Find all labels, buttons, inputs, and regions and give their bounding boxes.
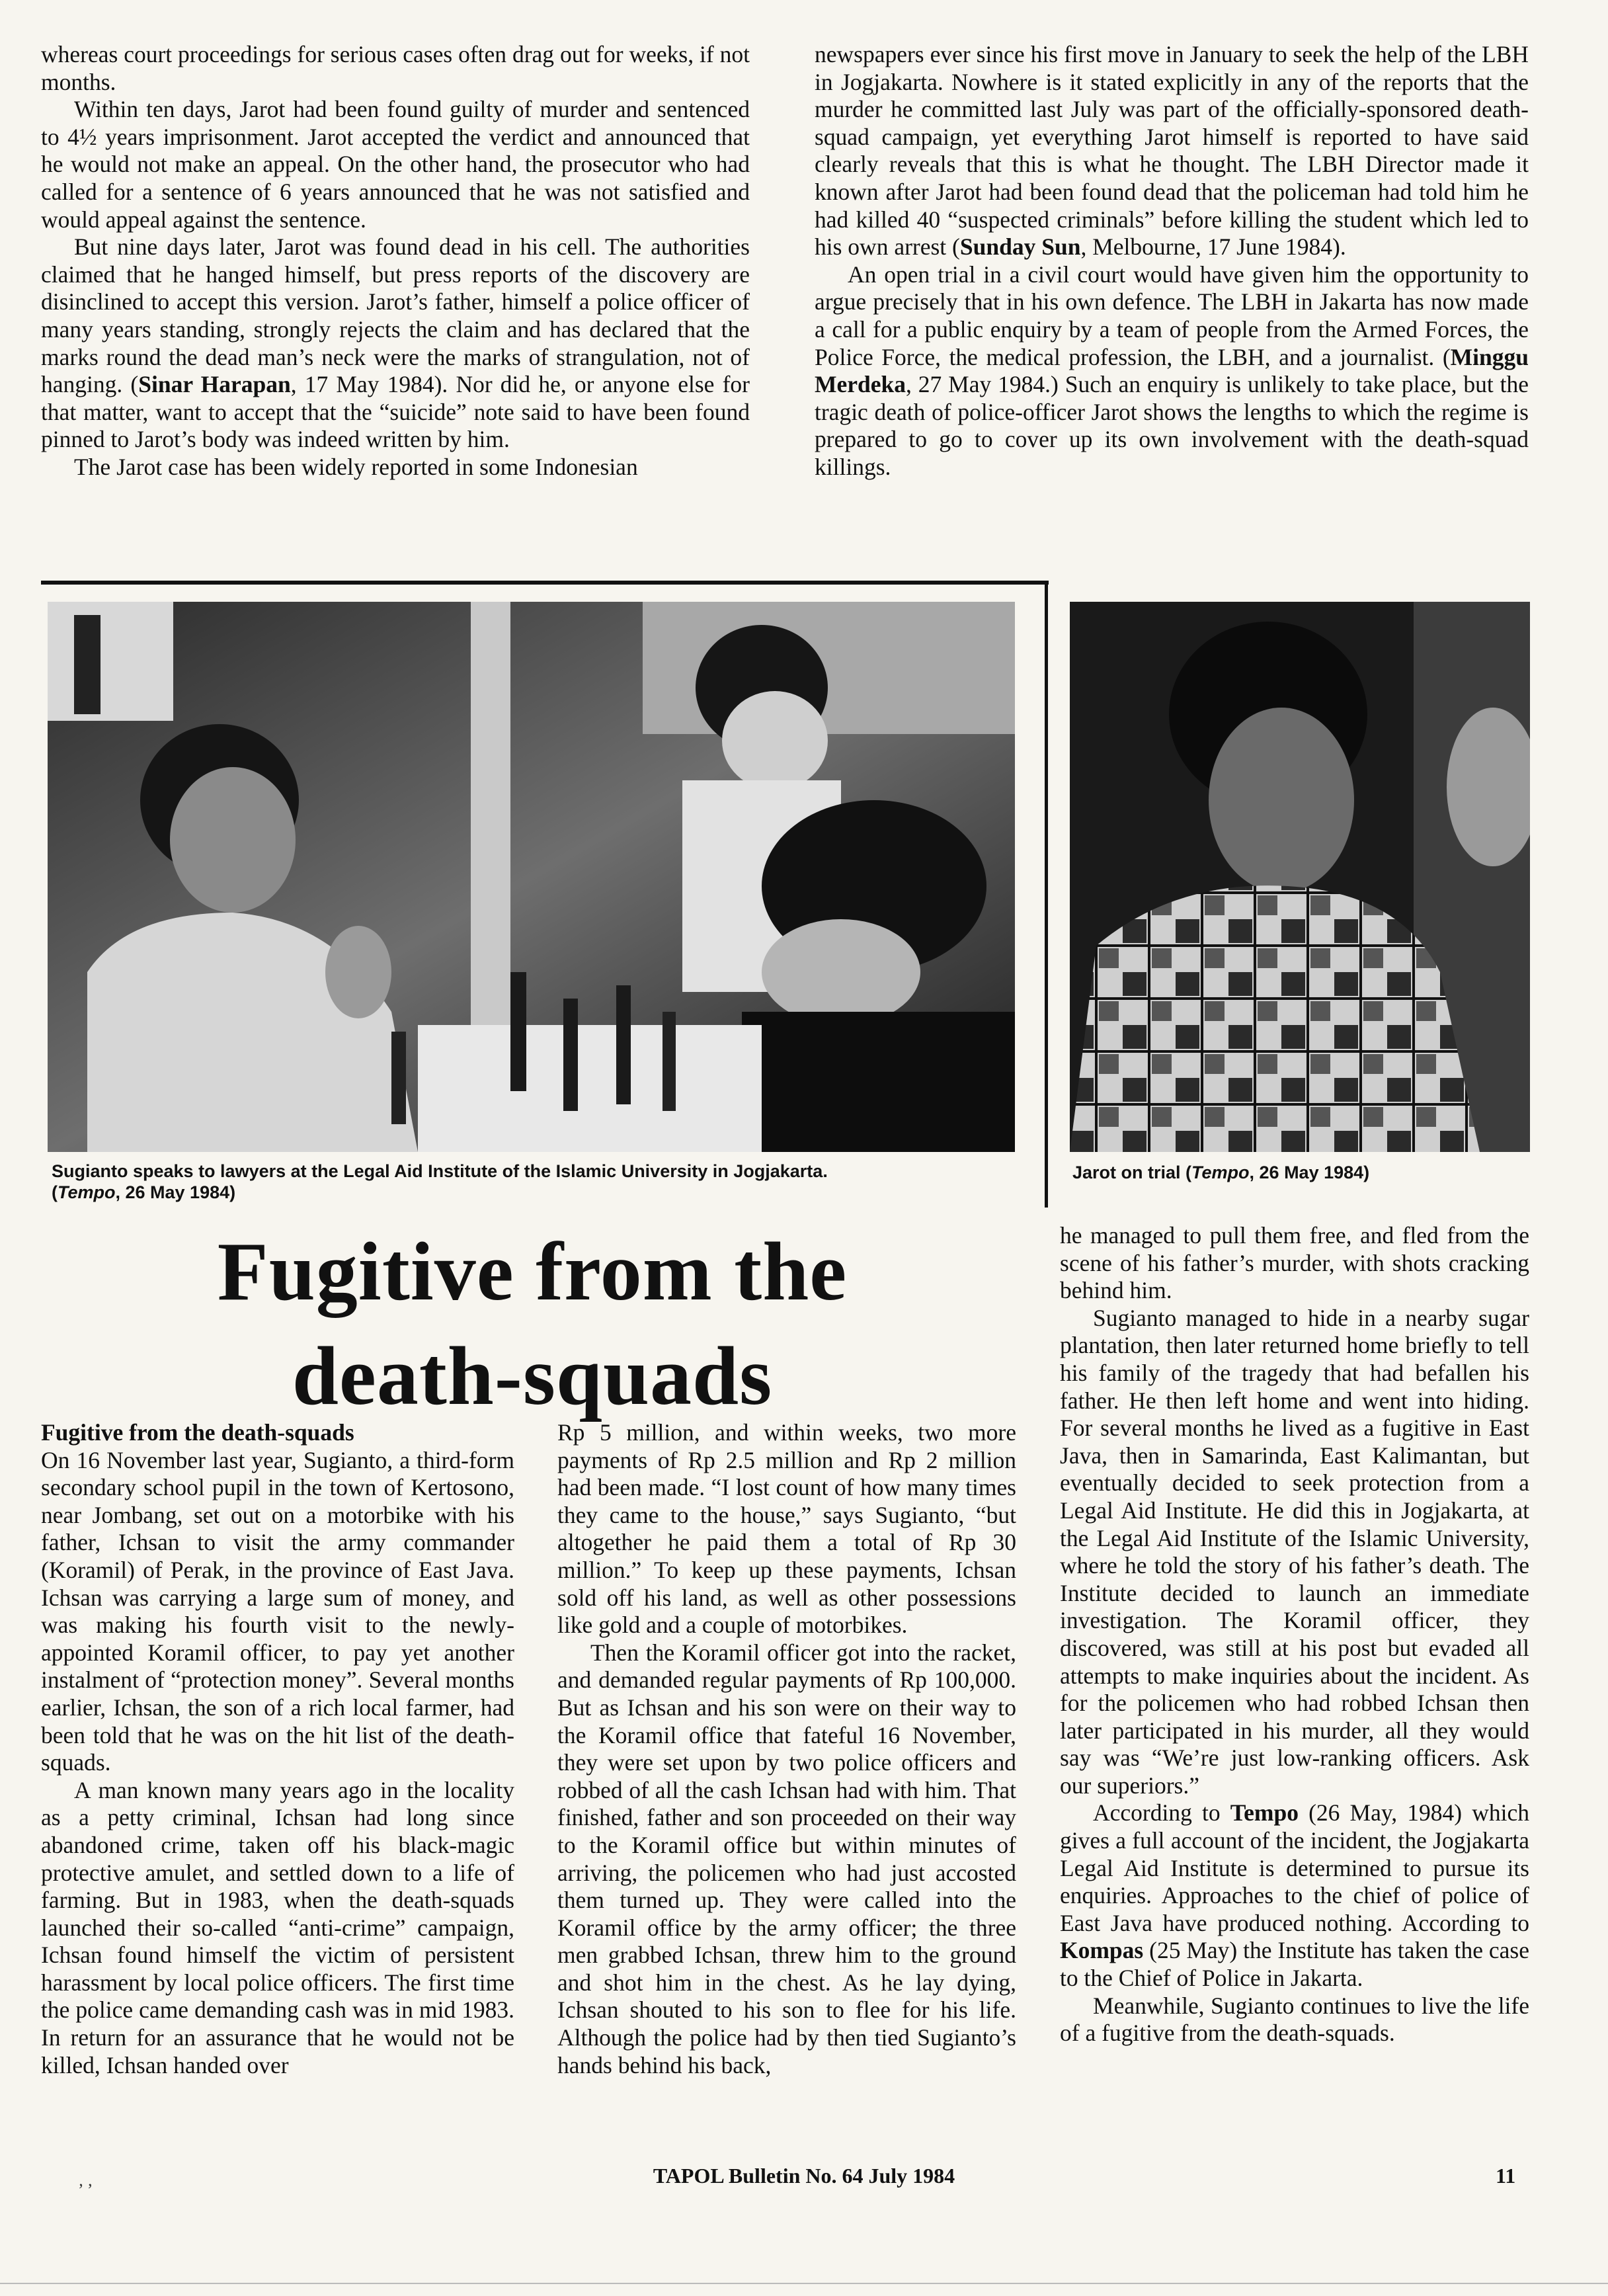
publication-footer: TAPOL Bulletin No. 64 July 1984 — [653, 2164, 955, 2188]
scan-edge-line — [0, 2283, 1608, 2284]
paragraph: Then the Koramil officer got into the racket, and demanded regular payments of Rp 100,000. But as Ichsan and his son were on their way to the Koramil office that fateful 16 November, they were set upon by two police officers and robbed of all the cash Ichsan had with him. That finished, father and son proceeded on their way to the Koramil office but within minutes of arriving, the policemen who had just accosted them turned up. They were called into the Koramil office by the army officer; the three men grabbed Ichsan, threw him to the ground and shot him in the chest. As he lay dying, Ichsan shouted to his son to flee for his life. Although the police had by then tied Sugianto’s hands behind his back, — [557, 1639, 1016, 2078]
paragraph: An open trial in a civil court would have given him the opportunity to argue precisely that in his own defence. The LBH in Jakarta has now made a call for a public enquiry by a team of people from the Armed Forces, the Police Force, the medical profession, the LBH, and a journalist. (Minggu Merdeka, 27 May 1984.) Such an enquiry is unlikely to take place, but the tragic death of police-officer Jarot shows the lengths to which the regime is prepared to go to cover up its own involvement with the death-squad killings. — [815, 261, 1529, 480]
paragraph: newspapers ever since his first move in January to seek the help of the LBH in Jogjakarta. Nowhere is it stated explicitly in any of the reports that the murder he committed last July was part of the officially-sponsored death-squad campaign, yet everything Jarot himself is reported to have said clearly reveals that this is what he thought. The LBH Director made it known after Jarot had been found dead that the policeman had told him he had killed 40 “suspected criminals” before killing the student which led to his own arrest (Sunday Sun, Melbourne, 17 June 1984). — [815, 41, 1529, 261]
headline-line: Fugitive from the — [217, 1226, 848, 1318]
paragraph: Within ten days, Jarot had been found guilty of murder and sentenced to 4½ years imprisonment. Jarot accepted the verdict and announced that he would not make an appeal. On the other hand, the prosecutor who had called for a sentence of 6 years announced that he was not satisfied and would appeal against the sentence. — [41, 96, 750, 233]
paragraph: he managed to pull them free, and fled from the scene of his father’s murder, with shots cracking behind him. — [1060, 1222, 1529, 1304]
article-headline — [53, 1220, 1012, 1429]
paragraph: The Jarot case has been widely reported in some Indonesian — [74, 453, 638, 480]
paragraph: But nine days later, Jarot was found dead in his cell. The authorities claimed that he hanged himself, but press reports of the discovery are disinclined to accept this version. Jarot’s father, himself a police officer of many years standing, strongly rejects the claim and has declared that the marks round the dead man’s neck were the marks of strangulation, not of hanging. (Sinar Harapan, 17 May 1984). Nor did he, or anyone else for that matter, want to accept that the “suicide” note said to have been found pinned to Jarot’s body was indeed written by him. — [41, 233, 750, 453]
photo-jarot-on-trial — [1070, 602, 1530, 1152]
divider-rule-vertical — [1045, 581, 1048, 1208]
top-left-column — [41, 41, 750, 481]
paragraph: Rp 5 million, and within weeks, two more payments of Rp 2.5 million and Rp 2 million had been made. “I lost count of how many times they came to the house,” says Sugianto, “but altogether he paid them a total of Rp 30 million.” To keep up these payments, Ichsan sold off his land, as well as other possessions like gold and a couple of motorbikes. — [557, 1419, 1016, 1639]
paragraph: According to Tempo (26 May, 1984) which gives a full account of the incident, the Jogjakarta Legal Aid Institute is determined to pursue its enquiries. Approaches to the chief of police of East Java have produced nothing. According to Kompas (25 May) the Institute has taken the case to the Chief of Police in Jakarta. — [1060, 1799, 1529, 1992]
top-right-column — [815, 41, 1529, 481]
source-citation: Kompas — [1060, 1937, 1144, 1964]
paragraph: Meanwhile, Sugianto continues to live the life of a fugitive from the death-squads. — [1060, 1992, 1529, 2047]
photo-caption: Sugianto speaks to lawyers at the Legal Aid Institute of the Islamic University in Jogjakarta. (Tempo, 26 May 1984) — [52, 1161, 828, 1202]
article-column-2 — [557, 1419, 1016, 2079]
photo-caption: Jarot on trial (Tempo, 26 May 1984) — [1072, 1163, 1370, 1182]
caption-source: Tempo — [1191, 1163, 1250, 1182]
source-citation: Minggu Merdeka — [815, 343, 1529, 398]
paragraph: On 16 November last year, Sugianto, a third-form secondary school pupil in the town of Kertosono, near Jombang, set out on a motorbike with his father, Ichsan to visit the army commander (Koramil) of Perak, in the province of East Java. Ichsan was carrying a large sum of money, and was making his fourth visit to the newly-appointed Koramil officer, to pay yet another instalment of “protection money”. Several months earlier, Ichsan, the son of a rich local farmer, had been told that he was on the hit list of the death-squads. — [41, 1446, 514, 1776]
divider-rule — [41, 581, 1049, 585]
page-number: 11 — [1496, 2164, 1516, 2188]
photo-sugianto-with-lawyers — [48, 602, 1015, 1152]
paragraph: Sugianto managed to hide in a nearby sugar plantation, then later returned home briefly to tell his family of the tragedy that had befallen his father. He then left home and went into hiding. For several months he lived as a fugitive in East Java, then in Samarinda, East Kalimantan, but eventually decided to seek protection from a Legal Aid Institute. He did this in Jogjakarta, at the Legal Aid Institute of the Islamic University, where he told the story of his father’s death. The Institute decided to launch an immediate investigation. The Koramil officer, they discovered, was still at his post but evaded all attempts to make inquiries about the incident. As for the policemen who had robbed Ichsan then later participated in his murder, all they would say was “We’re just low-ranking officers. Ask our superiors.” — [1060, 1304, 1529, 1799]
source-citation: Tempo — [1230, 1799, 1299, 1826]
paragraph: whereas court proceedings for serious cases often drag out for weeks, if not months. — [41, 41, 750, 95]
article-column-1 — [41, 1419, 514, 2079]
caption-source: Tempo — [58, 1182, 116, 1202]
source-citation: Sinar Harapan — [138, 371, 291, 398]
headline-line: death-squads — [292, 1331, 773, 1422]
scan-mark: ‚ , — [78, 2170, 93, 2190]
paragraph: A man known many years ago in the locality as a petty criminal, Ichsan had long since abandoned crime, taken off his black-magic protective amulet, and settled down to a life of farming. But in 1983, when the death-squads launched their so-called “anti-crime” campaign, Ichsan found himself the victim of persistent harassment by local police officers. The first time the police came demanding cash was in mid 1983. In return for an assurance that he would not be killed, Ichsan handed over — [41, 1776, 514, 2078]
article-column-3 — [1060, 1222, 1529, 2047]
source-citation: Sunday Sun — [959, 233, 1081, 261]
article-subhead: Fugitive from the death-squads — [41, 1419, 354, 1446]
